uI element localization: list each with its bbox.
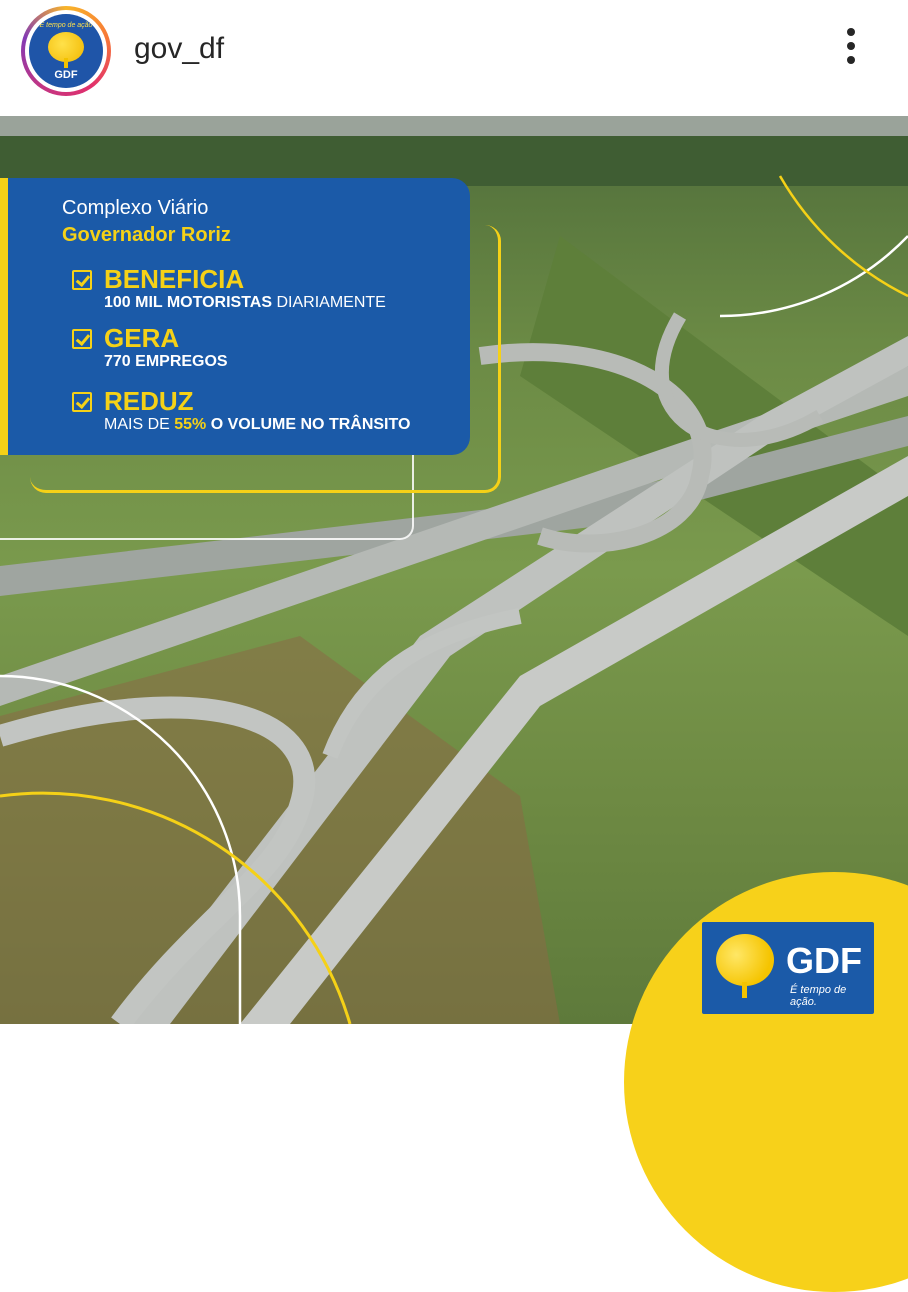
username[interactable]: gov_df <box>134 32 225 65</box>
gdf-logo <box>702 922 874 1014</box>
item-description: 100 MIL MOTORISTAS DIARIAMENTE <box>104 294 386 311</box>
item-description: 770 EMPREGOS <box>104 353 228 370</box>
item-description: MAIS DE 55% O VOLUME NO TRÂNSITO <box>104 416 411 433</box>
checkbox-icon <box>72 392 92 412</box>
profile-avatar[interactable] <box>21 6 111 96</box>
avatar-tagline: É tempo de ação <box>39 22 93 29</box>
card-subtitle: Governador Roriz <box>62 224 231 246</box>
more-options-icon[interactable] <box>840 28 862 72</box>
avatar-logo-text: GDF <box>54 69 78 81</box>
ipe-tree-icon <box>716 934 774 986</box>
item-heading: GERA <box>104 323 180 353</box>
logo-text: GDF <box>786 940 862 981</box>
logo-tagline: É tempo de ação. <box>790 984 847 1008</box>
checkbox-icon <box>72 270 92 290</box>
info-card-accent <box>0 178 8 455</box>
post-header <box>0 0 908 116</box>
checkbox-icon <box>72 329 92 349</box>
item-heading: REDUZ <box>104 386 194 416</box>
card-title: Complexo Viário <box>62 197 209 219</box>
item-heading: BENEFICIA <box>104 264 245 294</box>
